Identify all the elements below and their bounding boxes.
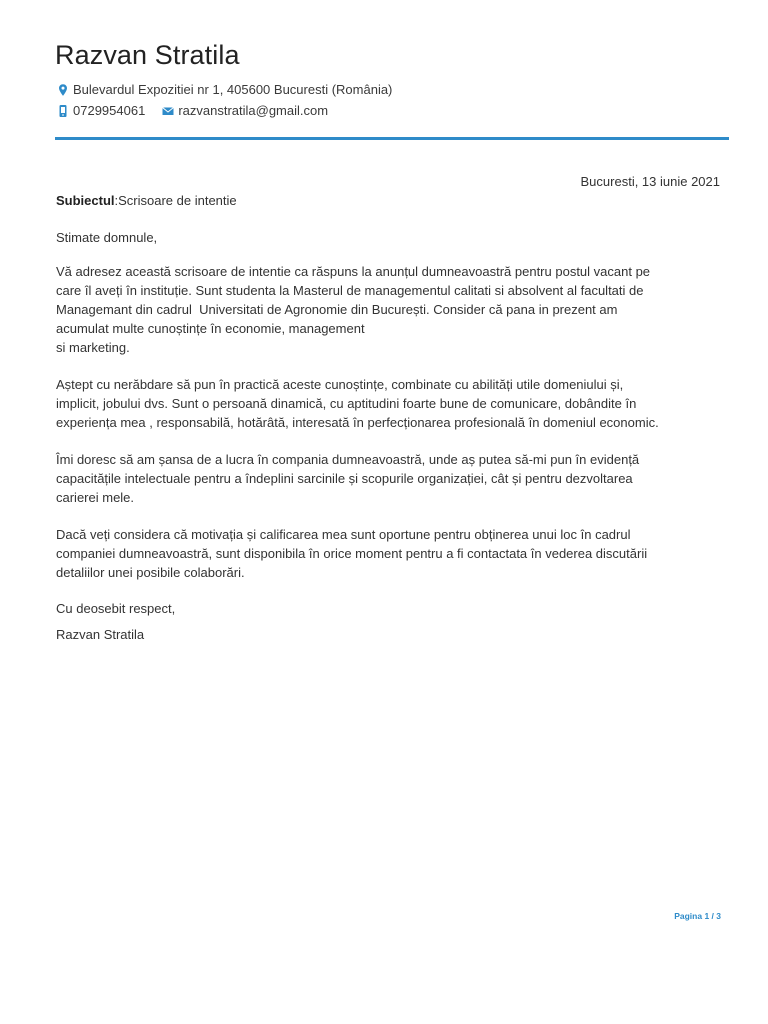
subject-line: [56, 193, 237, 208]
paragraph-skills: Aștept cu nerăbdare să pun în practică aceste cunoștințe, combinate cu abilități utile domeniului și, implicit, jobului dvs. Sunt o persoană dinamică, cu aptitudini foarte bune de comunicare, dobândite în experiența mea , responsabilă, hotărâtă, interesată în perfecționarea profesională în domeniul economic.: [56, 377, 659, 430]
address-line: [56, 82, 392, 97]
paragraph-motivation: Îmi doresc să am șansa de a lucra în compania dumneavoastră, unde aș putea să-mi pun în evidență capacitățile intelectuale pentru a îndeplini sarcinile și scopurile organizației, cât și pentru dezvoltarea carierei mele.: [56, 452, 640, 505]
email-group: [161, 103, 328, 118]
email-address[interactable]: razvanstratila@gmail.com: [178, 103, 329, 118]
envelope-icon: [161, 104, 175, 118]
applicant-name: Razvan Stratila: [55, 40, 240, 70]
address-text: Bulevardul Expozitiei nr 1, 405600 Bucuresti (România): [73, 82, 393, 97]
letter-date: Bucuresti, 13 iunie 2021: [580, 174, 720, 189]
signature-name: Razvan Stratila: [56, 627, 145, 642]
subject-label: Subiectul: [56, 193, 115, 208]
subject-value: :Scrisoare de intentie: [114, 193, 237, 208]
greeting: Stimate domnule,: [56, 230, 158, 245]
paragraph-availability: Dacă veți considera că motivația și calificarea mea sunt oportune pentru obținerea unui loc în cadrul companiei dumneavoastră, sunt disponibila în orice moment pentru a fi contactata în vederea discutării detaliilor unei posibile colaborări.: [56, 527, 648, 580]
location-pin-icon: [56, 83, 70, 97]
header-divider: [55, 137, 729, 140]
page-number: Pagina 1 / 3: [674, 911, 721, 921]
phone-icon: [56, 104, 70, 118]
closing-salutation: Cu deosebit respect,: [56, 601, 176, 616]
phone-number[interactable]: 0729954061: [73, 103, 146, 118]
paragraph-intro: Vă adresez această scrisoare de intentie ca răspuns la anunțul dumneavoastră pentru postul vacant pe care îl aveți în instituție. Sunt studenta la Masterul de managementul calitati si absolvent al facultati de Managemant din cadrul Universitati de Agronomie din București. Consider că pana in prezent am acumulat multe cunoștințe în economie, management si marketing.: [56, 264, 651, 355]
contact-line: [56, 103, 328, 118]
